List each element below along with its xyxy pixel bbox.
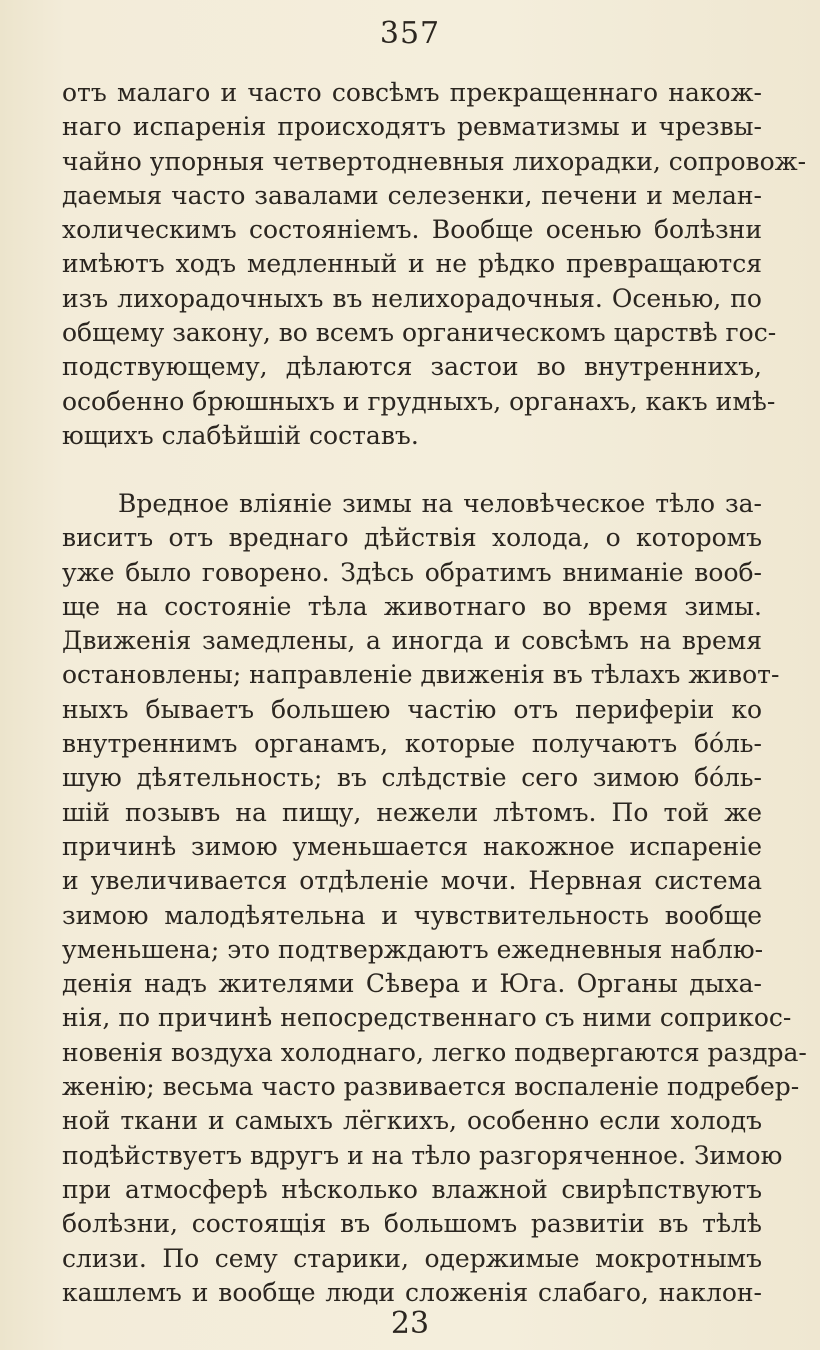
text-line: женію; весьма часто развивается воспаленіе подребер- — [62, 1072, 800, 1102]
text-line: кашлемъ и вообще люди сложенія слабаго, наклон- — [62, 1277, 762, 1307]
text-line: Вредное вліяніе зимы на человѣческое тѣло за- — [118, 489, 762, 518]
text-line: подѣйствуетъ вдругъ и на тѣло разгоряченное. Зимою — [62, 1140, 783, 1170]
text-line: ющихъ слабѣйшій составъ. — [62, 420, 419, 450]
text-line: Движенія замедлены, а иногда и совсѣмъ на время — [62, 626, 762, 656]
text-line: ныхъ бываетъ большею частію отъ периферіи ко — [62, 694, 762, 724]
text-line: уже было говорено. Здѣсь обратимъ вниманіе вооб- — [62, 557, 762, 587]
text-line: и увеличивается отдѣленіе мочи. Нервная система — [62, 866, 762, 896]
text-line: холическимъ состояніемъ. Вообще осенью болѣзни — [62, 215, 762, 245]
text-line: зимою малодѣятельна и чувствительность вообще — [62, 900, 762, 930]
text-line: нія, по причинѣ непосредственнаго съ ними соприкос- — [62, 1003, 792, 1033]
text-line: шій позывъ на пищу, нежели лѣтомъ. По той же — [62, 797, 762, 827]
text-line: общему закону, во всемъ органическомъ царствѣ гос- — [62, 318, 777, 348]
text-line: внутреннимъ органамъ, которые получаютъ бóль- — [62, 729, 762, 759]
text-line: уменьшена; это подтверждаютъ ежедневныя наблю- — [62, 934, 764, 964]
text-line: даемыя часто завалами селезенки, печени и мелан- — [62, 180, 762, 210]
paragraph-autumn-diseases — [62, 76, 807, 453]
text-line: подствующему, дѣлаются застои во внутреннихъ, — [62, 352, 762, 382]
text-line: особенно брюшныхъ и грудныхъ, органахъ, какъ имѣ- — [62, 386, 776, 416]
text-line: новенія воздуха холоднаго, легко подвергаются раздра- — [62, 1037, 807, 1067]
text-line: при атмосферѣ нѣсколько влажной свирѣпствуютъ — [62, 1174, 762, 1204]
signature-mark: 23 — [390, 1306, 430, 1341]
text-line: ной ткани и самыхъ лёгкихъ, особенно если холодъ — [62, 1106, 762, 1136]
text-line: причинѣ зимою уменьшается накожное испареніе — [62, 831, 762, 861]
text-line: болѣзни, состоящія въ большомъ развитіи въ тѣлѣ — [62, 1209, 762, 1239]
text-line: изъ лихорадочныхъ въ нелихорадочныя. Осенью, по — [62, 283, 762, 313]
text-line: имѣютъ ходъ медленный и не рѣдко превращаются — [62, 249, 762, 279]
text-line: виситъ отъ вреднаго дѣйствія холода, о которомъ — [62, 523, 762, 553]
paragraph-winter-influence — [62, 487, 807, 1310]
page-number: 357 — [379, 16, 441, 51]
text-line: остановлены; направленіе движенія въ тѣлахъ живот- — [62, 660, 780, 690]
text-line: чайно упорныя четвертодневныя лихорадки, сопровож- — [62, 146, 807, 176]
text-line: наго испаренія происходятъ ревматизмы и чрезвы- — [62, 112, 762, 142]
text-line: отъ малаго и часто совсѣмъ прекращеннаго накож- — [62, 78, 762, 107]
text-line: ще на состояніе тѣла животнаго во время зимы. — [62, 591, 762, 621]
text-line: шую дѣятельность; въ слѣдствіе сего зимою бóль- — [62, 763, 762, 793]
text-line: денія надъ жителями Сѣвера и Юга. Органы дыха- — [62, 969, 762, 999]
text-line: слизи. По сему старики, одержимые мокротнымъ — [62, 1243, 762, 1273]
